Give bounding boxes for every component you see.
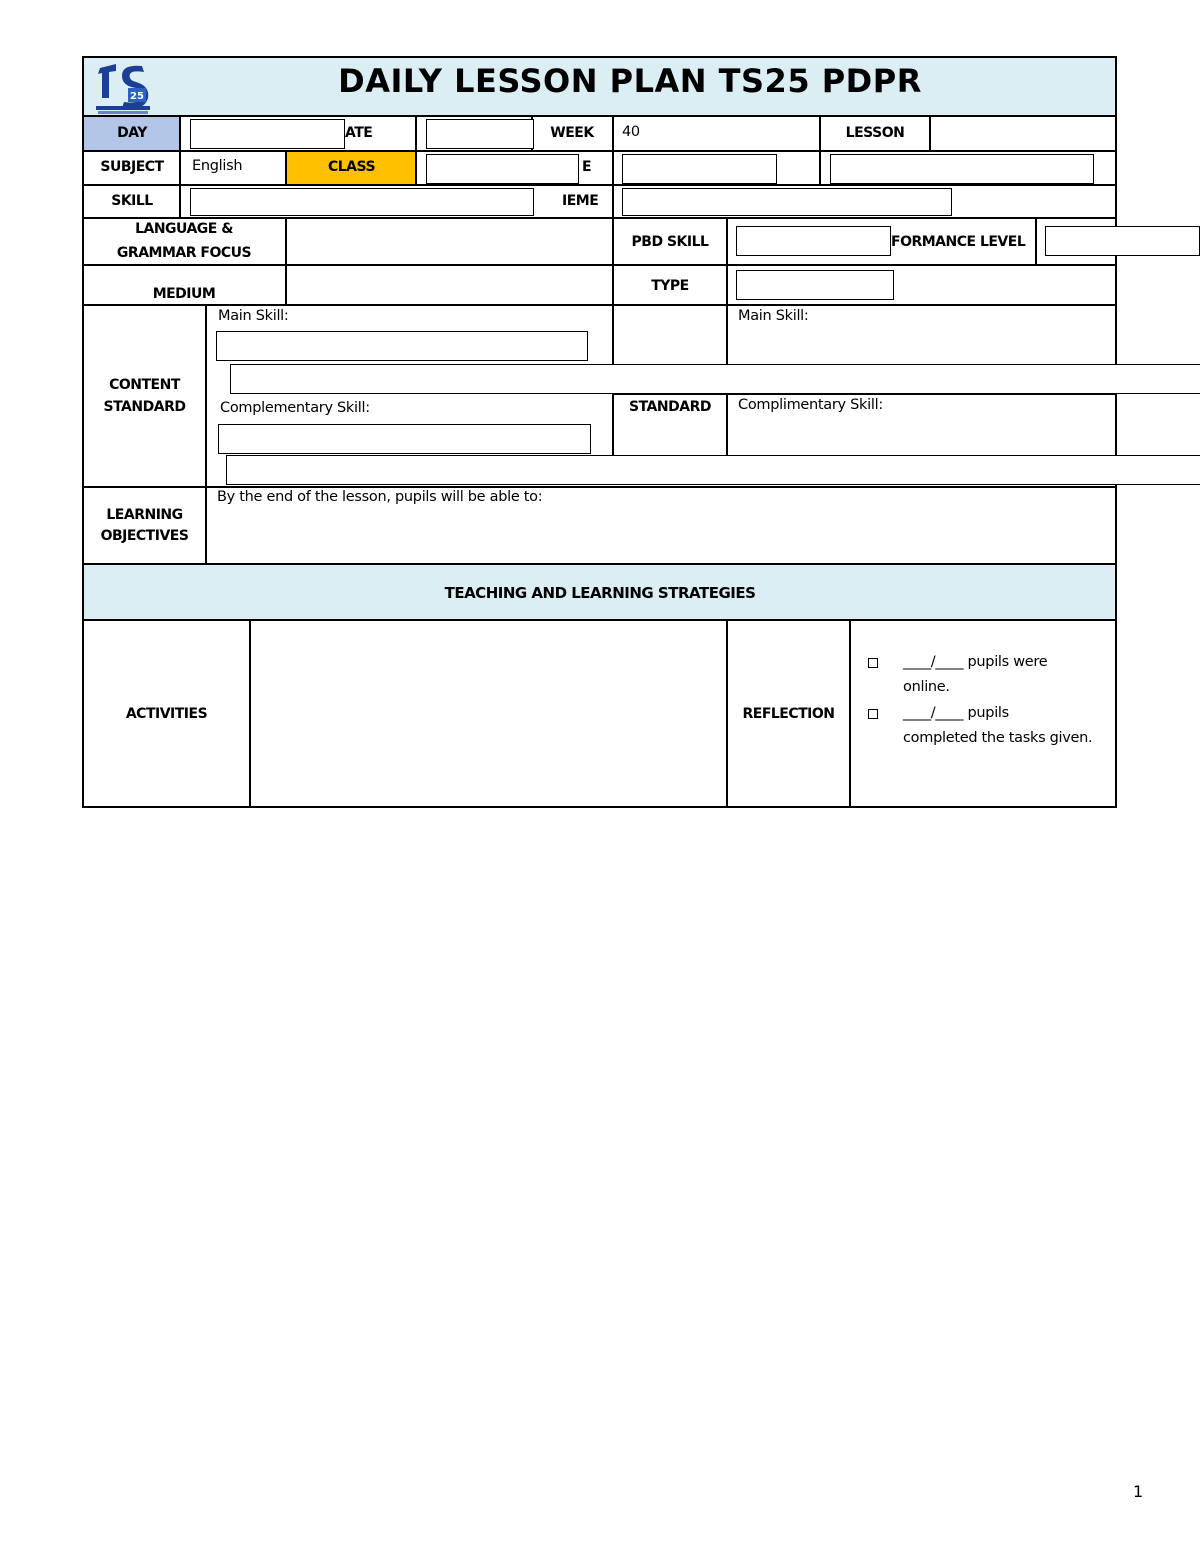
reflection-label: REFLECTION: [742, 706, 835, 722]
theme-extra-input[interactable]: [830, 154, 1094, 184]
pbd-skill-input[interactable]: [736, 226, 891, 256]
learning-complimentary-skill-input[interactable]: [226, 455, 1200, 485]
content-standard-label-line1: CONTENT: [109, 377, 180, 393]
reflection-item1-line2: online.: [903, 679, 950, 695]
language-focus-label-line1: LANGUAGE &: [135, 221, 233, 237]
learning-main-skill-input[interactable]: [230, 364, 1200, 394]
day-input[interactable]: [190, 119, 345, 149]
topic-label: IEME: [562, 193, 599, 209]
type-input[interactable]: [736, 270, 894, 300]
learning-objectives-label-line2: OBJECTIVES: [100, 528, 189, 544]
week-label: WEEK: [550, 125, 594, 141]
page-title: DAILY LESSON PLAN TS25 PDPR: [338, 62, 922, 100]
pbd-skill-label: PBD SKILL: [631, 234, 709, 250]
school-logo: [94, 58, 152, 115]
activities-area[interactable]: [251, 621, 726, 806]
content-complementary-skill-input[interactable]: [218, 424, 591, 454]
reflection-item2-line1: ____/____ pupils: [903, 705, 1009, 721]
topic-input[interactable]: [622, 188, 952, 216]
performance-level-input[interactable]: [1045, 226, 1200, 256]
date-label: ATE: [345, 125, 373, 141]
page-number: 1: [1133, 1482, 1143, 1501]
reflection-checkbox-2[interactable]: [868, 709, 878, 719]
logo-number: 25: [130, 91, 144, 102]
teaching-strategies-heading: TEACHING AND LEARNING STRATEGIES: [444, 584, 756, 602]
week-value: 40: [622, 124, 640, 140]
reflection-item2-line2: completed the tasks given.: [903, 730, 1093, 746]
learning-complimentary-skill-label: Complimentary Skill:: [738, 397, 883, 413]
medium-label: MEDIUM: [152, 286, 216, 302]
reflection-item1-line1: ____/____ pupils were: [903, 654, 1048, 670]
performance-level-label: FORMANCE LEVEL: [891, 234, 1026, 250]
date-input[interactable]: [426, 119, 534, 149]
class-label: CLASS: [327, 159, 376, 175]
content-main-skill-label: Main Skill:: [218, 308, 289, 324]
skill-label: SKILL: [111, 193, 153, 209]
learning-objectives-label-line1: LEARNING: [106, 507, 183, 523]
language-focus-label-line2: GRAMMAR FOCUS: [116, 245, 252, 261]
reflection-checkbox-1[interactable]: [868, 658, 878, 668]
skill-input[interactable]: [190, 188, 534, 216]
theme-label: E: [582, 159, 592, 175]
content-complementary-skill-label: Complementary Skill:: [220, 400, 370, 416]
learning-main-skill-label: Main Skill:: [738, 308, 809, 324]
content-standard-label-line2: STANDARD: [103, 399, 186, 415]
class-input[interactable]: [426, 154, 579, 184]
day-label: DAY: [117, 125, 147, 141]
theme-input[interactable]: [622, 154, 777, 184]
content-main-skill-input[interactable]: [216, 331, 588, 361]
activities-label: ACTIVITIES: [125, 706, 208, 722]
lesson-label: LESSON: [845, 125, 905, 141]
subject-value: English: [192, 158, 243, 174]
objectives-intro: By the end of the lesson, pupils will be able to:: [217, 489, 543, 505]
type-label: TYPE: [651, 278, 689, 294]
subject-label: SUBJECT: [100, 159, 164, 175]
learning-standard-label: STANDARD: [629, 399, 711, 415]
